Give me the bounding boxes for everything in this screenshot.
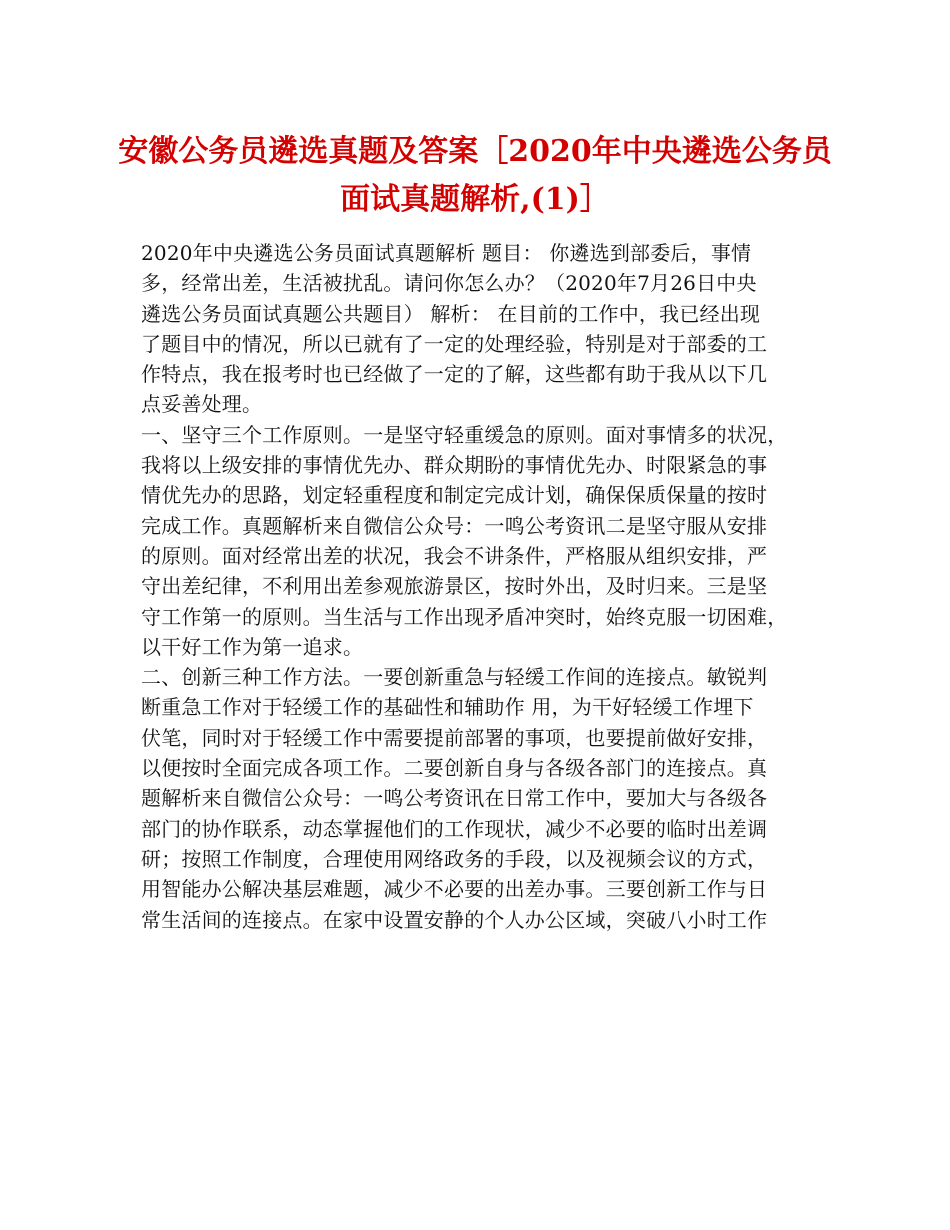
title-line-2: 面试真题解析,(1)］ bbox=[340, 182, 610, 217]
body-line: 断重急工作对于轻缓工作的基础性和辅助作 用，为干好轻缓工作埋下 bbox=[141, 695, 754, 720]
body-line: 遴选公务员面试真题公共题目） 解析： 在目前的工作中，我已经出现 bbox=[141, 301, 761, 326]
body-line: 二、创新三种工作方法。一要创新重急与轻缓工作间的连接点。敏锐判 bbox=[141, 665, 768, 690]
document-title bbox=[100, 128, 850, 224]
body-line: 作特点，我在报考时也已经做了一定的了解，这些都有助于我从以下几 bbox=[141, 362, 768, 387]
body-line: 多，经常出差，生活被扰乱。请问你怎么办？（2020年7月26日中央 bbox=[141, 271, 757, 296]
body-line: 了题目中的情况，所以已就有了一定的处理经验，特别是对于部委的工 bbox=[141, 331, 768, 356]
body-line: 用智能办公解决基层难题，减少不必要的出差办事。三要创新工作与日 bbox=[141, 877, 768, 902]
document-body bbox=[141, 238, 831, 935]
body-line: 完成工作。真题解析来自微信公众号：一鸣公考资讯二是坚守服从安排 bbox=[141, 513, 768, 538]
body-line: 以便按时全面完成各项工作。二要创新自身与各级各部门的连接点。真 bbox=[141, 756, 768, 781]
body-line: 守工作第一的原则。当生活与工作出现矛盾冲突时，始终克服一切困难， bbox=[141, 604, 788, 629]
body-line: 我将以上级安排的事情优先办、群众期盼的事情优先办、时限紧急的事 bbox=[141, 453, 768, 478]
title-line-1: 安徽公务员遴选真题及答案［2020年中央遴选公务员 bbox=[118, 134, 832, 169]
body-line: 的原则。面对经常出差的状况，我会不讲条件，严格服从组织安排，严 bbox=[141, 543, 768, 568]
body-line: 研；按照工作制度，合理使用网络政务的手段，以及视频会议的方式， bbox=[141, 846, 768, 871]
body-line: 一、坚守三个工作原则。一是坚守轻重缓急的原则。面对事情多的状况， bbox=[141, 422, 788, 447]
body-line: 2020年中央遴选公务员面试真题解析 题目： 你遴选到部委后，事情 bbox=[141, 241, 752, 265]
body-line: 守出差纪律，不利用出差参观旅游景区，按时外出，及时归来。三是坚 bbox=[141, 574, 768, 599]
body-line: 常生活间的连接点。在家中设置安静的个人办公区域，突破八小时工作 bbox=[141, 907, 768, 932]
body-line: 部门的协作联系，动态掌握他们的工作现状，减少不必要的临时出差调 bbox=[141, 816, 768, 841]
body-line: 以干好工作为第一追求。 bbox=[141, 634, 364, 659]
body-line: 题解析来自微信公众号：一鸣公考资讯在日常工作中，要加大与各级各 bbox=[141, 786, 768, 811]
body-line: 情优先办的思路，划定轻重程度和制定完成计划，确保保质保量的按时 bbox=[141, 483, 768, 508]
body-line: 伏笔，同时对于轻缓工作中需要提前部署的事项，也要提前做好安排， bbox=[141, 725, 768, 750]
body-line: 点妥善处理。 bbox=[141, 392, 263, 417]
